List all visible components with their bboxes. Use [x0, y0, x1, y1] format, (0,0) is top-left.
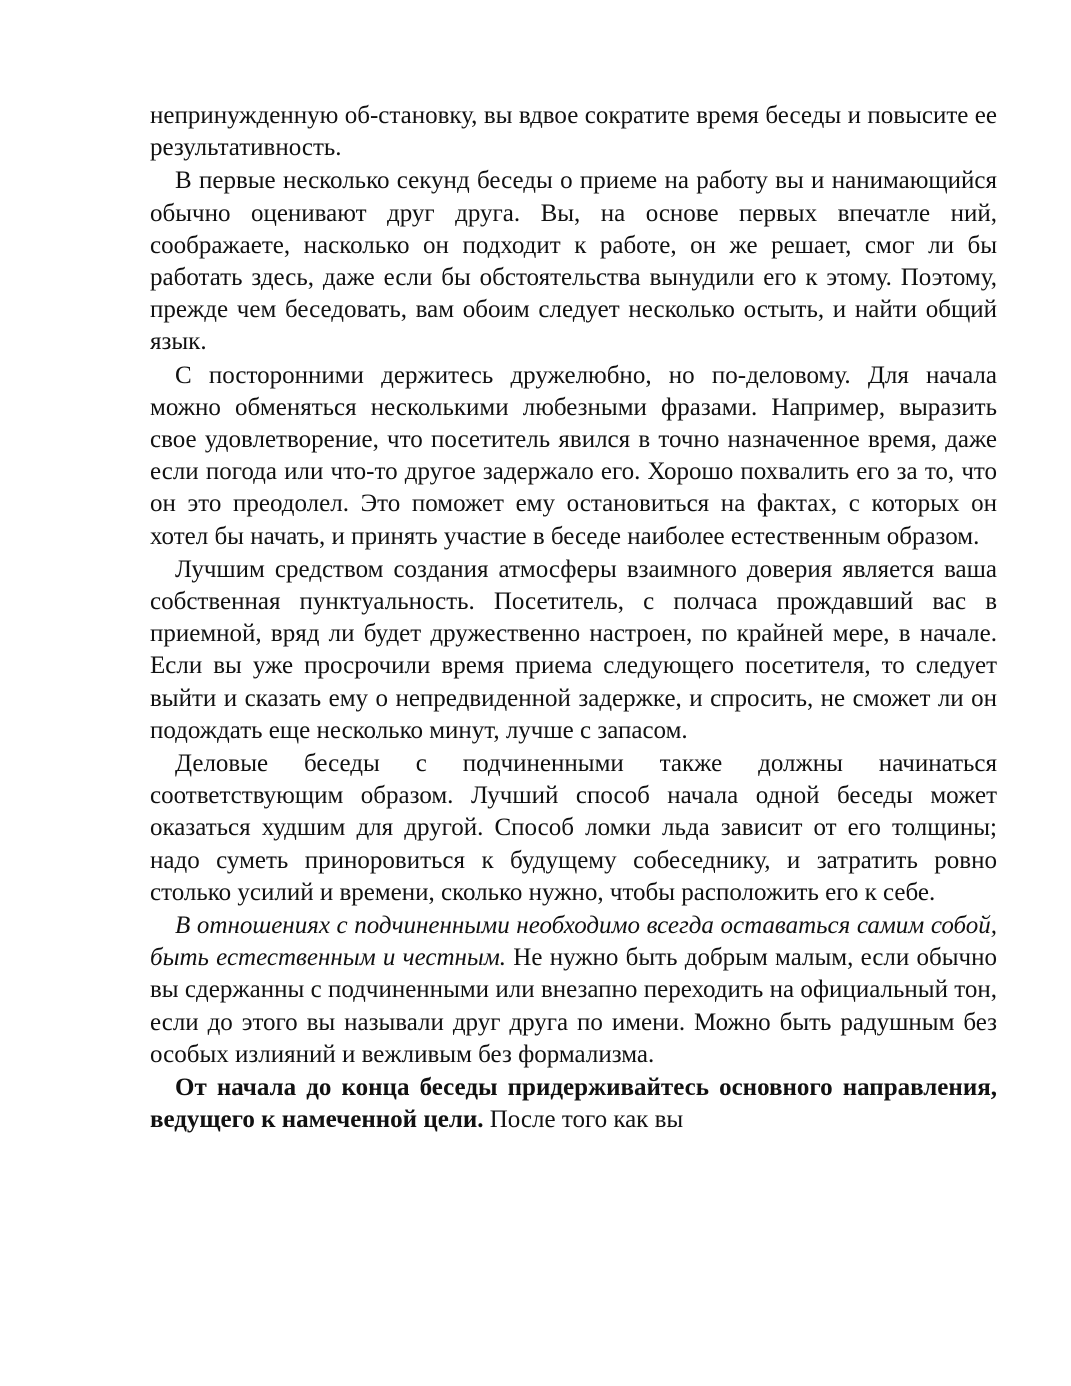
paragraph-punctuality — [150, 554, 997, 747]
paragraph-text: После того как вы — [483, 1106, 684, 1134]
paragraph-text: Лучшим средством создания атмосферы взаимного доверия является ваша собственная пунктуальность. Посетитель, с полчаса прождавший вас в приемной, вряд ли будет дружественно настроен, по крайней мере, в начале. Если вы уже просрочили время приема следующего посетителя, то следует выйти и сказать ему о непредвиденной задержке, и спросить, не сможет ли он подождать еще несколько минут, лучше с запасом. — [150, 555, 997, 744]
bold-emphasis: От начала до конца беседы придерживайтесь основного направления, ведущего к намеченной цели. — [150, 1074, 997, 1134]
paragraph-text: Деловые беседы с подчиненными также должны начинаться соответствующим образом. Лучший способ начала одной беседы может оказаться худшим для другой. Способ ломки льда зависит от его толщины; надо суметь приноровиться к будущему собеседнику, и затратить ровно столько усилий и времени, сколько нужно, чтобы расположить его к себе. — [150, 750, 997, 906]
paragraph-continuation — [150, 100, 997, 164]
paragraph-job-interview — [150, 165, 997, 358]
paragraph-be-yourself — [150, 910, 997, 1071]
paragraph-main-direction — [150, 1072, 997, 1136]
paragraph-text: Не нужно быть добрым малым, если обычно вы сдержанны с подчиненными или внезапно переходить на официальный тон, если до этого вы называли друг друга по имени. Можно быть радушным без особых излияний и вежливым без формализма. — [150, 944, 997, 1068]
document-page — [150, 100, 997, 1137]
paragraph-strangers — [150, 360, 997, 553]
paragraph-text: непринужденную об-становку, вы вдвое сократите время беседы и повысите ее результативность. — [150, 102, 997, 162]
paragraph-subordinates — [150, 748, 997, 909]
paragraph-text: В первые несколько секунд беседы о приеме на работу вы и нанимающийся обычно оценивают друг друга. Вы, на основе первых впечатле ний, соображаете, насколько он подходит к работе, он же решает, смог ли бы работать здесь, даже если бы обстоятельства вынудили его к этому. Поэтому, прежде чем беседовать, вам обоим следует несколько остыть, и найти общий язык. — [150, 167, 997, 356]
italic-emphasis: В отношениях с подчиненными необходимо всегда оставаться самим собой, быть естественным и честным. — [150, 912, 997, 972]
paragraph-text: С посторонними держитесь дружелюбно, но по-деловому. Для начала можно обменяться несколькими любезными фразами. Например, выразить свое удовлетворение, что посетитель явился в точно назначенное время, даже если погода или что-то другое задержало его. Хорошо похвалить его за то, что он это преодолел. Это поможет ему остановиться на фактах, с которых он хотел бы начать, и принять участие в беседе наиболее естественным образом. — [150, 361, 997, 550]
